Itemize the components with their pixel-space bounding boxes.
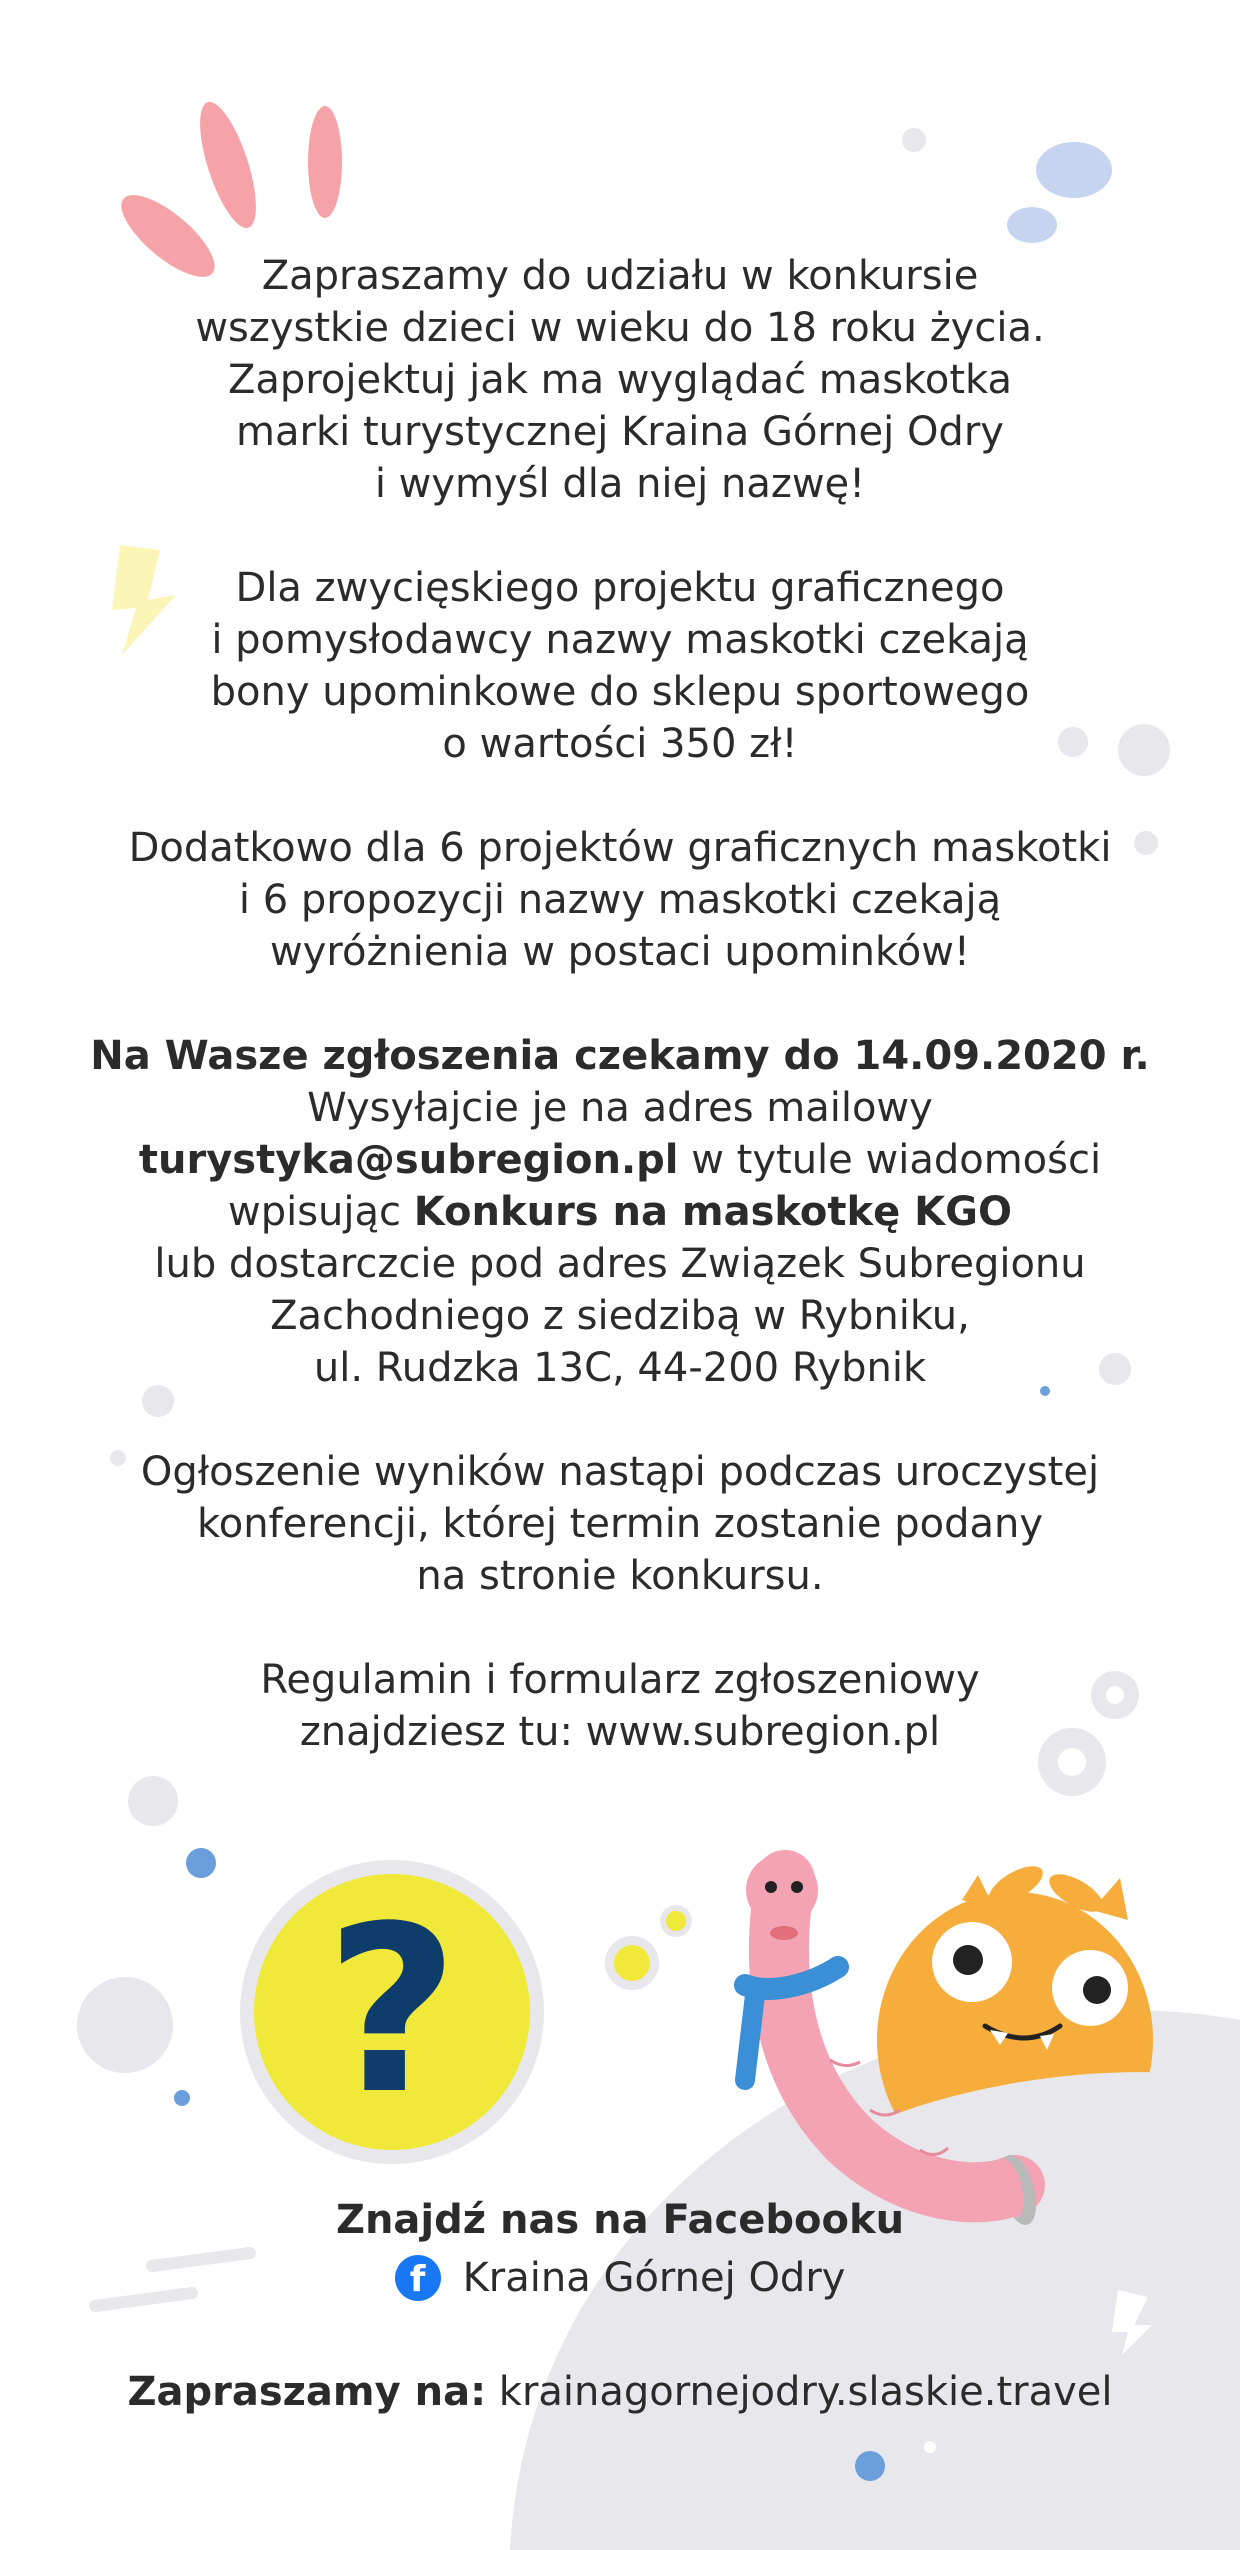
prize-section <box>0 562 1240 770</box>
pink-stroke-2 <box>189 96 268 234</box>
blue-blob-large <box>1036 142 1112 198</box>
intro-line-1: Zapraszamy do udziału w konkursie <box>261 253 979 299</box>
intro-line-3: Zaprojektuj jak ma wyglądać maskotka <box>228 357 1012 403</box>
blue-dot-l2 <box>174 2090 190 2106</box>
intro-section <box>0 250 1240 510</box>
rules-section <box>0 1654 1240 1758</box>
results-line-1: Ogłoszenie wyników nastąpi podczas uroczystej <box>140 1449 1100 1495</box>
extra-line-1: Dodatkowo dla 6 projektów graficznych maskotki <box>128 825 1112 871</box>
results-line-3: na stronie konkursu. <box>416 1553 824 1599</box>
footer-section <box>0 2366 1240 2418</box>
pink-stroke-3 <box>308 106 342 218</box>
extra-line-2: i 6 propozycji nazwy maskotki czekają <box>238 877 1002 923</box>
facebook-section <box>0 2194 1240 2304</box>
facebook-heading: Znajdź nas na Facebooku <box>335 2197 905 2243</box>
prize-line-1: Dla zwycięskiego projektu graficznego <box>235 565 1005 611</box>
question-mark-icon: ? <box>325 1878 459 2145</box>
results-section <box>0 1446 1240 1602</box>
blue-dot-l1 <box>186 1848 216 1878</box>
intro-line-5: i wymyśl dla niej nazwę! <box>374 461 866 507</box>
rules-line-2[interactable]: znajdziesz tu: www.subregion.pl <box>299 1709 941 1755</box>
deadline-line-4: wpisując <box>227 1189 414 1235</box>
intro-line-2: wszystkie dzieci w wieku do 18 roku życia. <box>195 305 1045 351</box>
facebook-page-name: Kraina Górnej Odry <box>462 2255 846 2301</box>
grey-dot-l4 <box>77 1977 173 2073</box>
deadline-section <box>0 1030 1240 1394</box>
intro-line-4: marki turystycznej Kraina Górnej Odry <box>236 409 1004 455</box>
deadline-line-3: w tytule wiadomości <box>678 1137 1102 1183</box>
extra-line-3: wyróżnienia w postaci upominków! <box>270 929 970 975</box>
deadline-line-2: Wysyłajcie je na adres mailowy <box>307 1085 933 1131</box>
blue-blob-small <box>1007 207 1057 243</box>
grey-dot-l3 <box>128 1776 178 1826</box>
facebook-icon: f <box>395 2255 441 2301</box>
deadline-line-5: lub dostarczcie pod adres Związek Subregionu <box>154 1241 1086 1287</box>
grey-dot-top <box>902 128 926 152</box>
email-subject: Konkurs na maskotkę KGO <box>413 1189 1013 1235</box>
prize-line-2: i pomysłodawcy nazwy maskotki czekają <box>211 617 1029 663</box>
deadline-line-6: Zachodniego z siedzibą w Rybniku, <box>270 1293 970 1339</box>
contact-email[interactable]: turystyka@subregion.pl <box>138 1137 679 1183</box>
extra-section <box>0 822 1240 978</box>
facebook-link[interactable] <box>0 2252 1240 2304</box>
prize-line-3: bony upominkowe do sklepu sportowego <box>210 669 1030 715</box>
results-line-2: konferencji, której termin zostanie podany <box>196 1501 1043 1547</box>
deadline-heading: Na Wasze zgłoszenia czekamy do 14.09.2020 r. <box>90 1033 1150 1079</box>
prize-line-4: o wartości 350 zł! <box>442 721 798 767</box>
rules-line-1: Regulamin i formularz zgłoszeniowy <box>260 1657 980 1703</box>
footer-url[interactable]: krainagornejodry.slaskie.travel <box>486 2369 1113 2415</box>
deadline-line-7: ul. Rudzka 13C, 44-200 Rybnik <box>313 1345 927 1391</box>
footer-label: Zapraszamy na: <box>127 2369 487 2415</box>
